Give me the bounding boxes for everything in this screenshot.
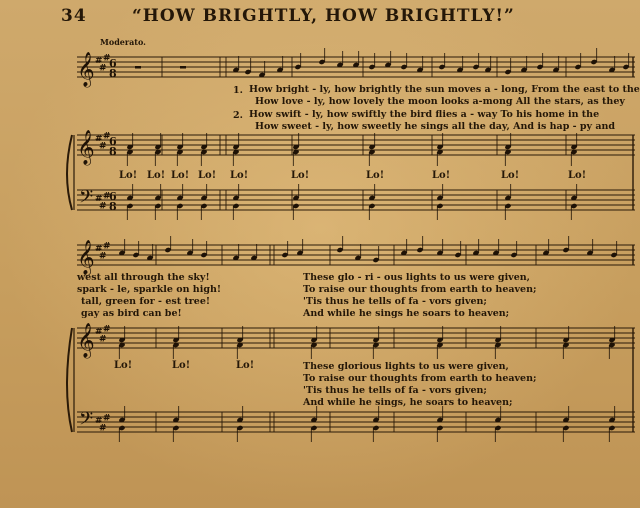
lyric-line: These glorious lights to us were given, (303, 361, 509, 372)
lyric-line: To raise our thoughts from earth to heaven; (303, 373, 537, 384)
lyric-line: spark - le, sparkle on high! (77, 284, 222, 295)
sharp-sign: # (99, 63, 107, 74)
sharp-sign: # (103, 131, 111, 142)
lyric-line: These glo - ri - ous lights to us were given, (303, 272, 530, 283)
time-signature-top: 6 (109, 57, 117, 70)
time-signature-bottom: 8 (109, 200, 117, 213)
sharp-sign: # (95, 194, 103, 204)
lyric-line: How love - ly, how lovely the moon looks a-mong All the stars, as they (255, 96, 625, 107)
sharp-sign: # (95, 416, 103, 426)
sharp-sign: # (103, 191, 111, 202)
lyric-line: west all through the sky! (77, 272, 210, 283)
treble-clef: 𝄞 (77, 130, 95, 165)
sharp-sign: # (95, 244, 103, 254)
lyric-line: tall, green for - est tree! (81, 296, 211, 307)
time-signature-top: 6 (109, 135, 117, 148)
lyric-line: To raise our thoughts from earth to heaven; (303, 284, 537, 295)
page-number: 34 (61, 6, 87, 26)
sharp-sign: # (103, 241, 111, 252)
lo-lyric: Lo! (501, 170, 520, 181)
lo-lyric: Lo! (236, 360, 255, 371)
sharp-sign: # (95, 134, 103, 144)
brace (67, 135, 72, 210)
verse-number-2: 2. (233, 110, 243, 121)
page-title: “HOW BRIGHTLY, HOW BRIGHTLY!” (132, 6, 515, 26)
treble-clef: 𝄞 (77, 323, 95, 358)
time-signature-top: 6 (109, 190, 117, 203)
verse-number-1: 1. (233, 85, 243, 96)
sharp-sign: # (95, 327, 103, 337)
lo-lyric: Lo! (568, 170, 587, 181)
sharp-sign: # (103, 53, 111, 64)
sharp-sign: # (99, 334, 107, 345)
lo-lyric: Lo! (230, 170, 249, 181)
sharp-sign: # (99, 251, 107, 262)
tempo-marking: Moderato. (100, 37, 146, 47)
bass-clef: 𝄢 (79, 187, 94, 212)
sharp-sign: # (95, 56, 103, 66)
sharp-sign: # (99, 201, 107, 212)
lo-lyric: Lo! (366, 170, 385, 181)
treble-clef: 𝄞 (77, 52, 95, 87)
lyric-line: And while he sings, he soars to heaven; (303, 397, 513, 408)
brace (67, 328, 72, 432)
lo-lyric: Lo! (147, 170, 166, 181)
sharp-sign: # (103, 324, 111, 335)
sharp-sign: # (103, 413, 111, 424)
sharp-sign: # (99, 141, 107, 152)
lyric-line: How bright - ly, how brightly the sun moves a - long, From the east to the (249, 84, 640, 95)
treble-clef: 𝄞 (77, 240, 95, 275)
lyric-line: How sweet - ly, how sweetly he sings all the day, And is hap - py and (255, 121, 616, 132)
lo-lyric: Lo! (432, 170, 451, 181)
lyric-line: And while he sings he soars to heaven; (303, 308, 510, 319)
lyric-line: 'Tis thus he tells of fa - vors given; (303, 296, 487, 307)
rest (135, 66, 141, 69)
time-signature-bottom: 8 (109, 67, 117, 80)
lyric-line: How swift - ly, how swiftly the bird flies a - way To his home in the (249, 109, 600, 120)
bass-clef: 𝄢 (79, 409, 94, 434)
lo-lyric: Lo! (291, 170, 310, 181)
lo-lyric: Lo! (171, 170, 190, 181)
lyric-line: gay as bird can be! (81, 308, 182, 319)
time-signature-bottom: 8 (109, 145, 117, 158)
lo-lyric: Lo! (198, 170, 217, 181)
lo-lyric: Lo! (119, 170, 138, 181)
lo-lyric: Lo! (114, 360, 133, 371)
lo-lyric: Lo! (172, 360, 191, 371)
lyric-line: 'Tis thus he tells of fa - vors given; (303, 385, 487, 396)
sharp-sign: # (99, 423, 107, 434)
rest (180, 66, 186, 69)
